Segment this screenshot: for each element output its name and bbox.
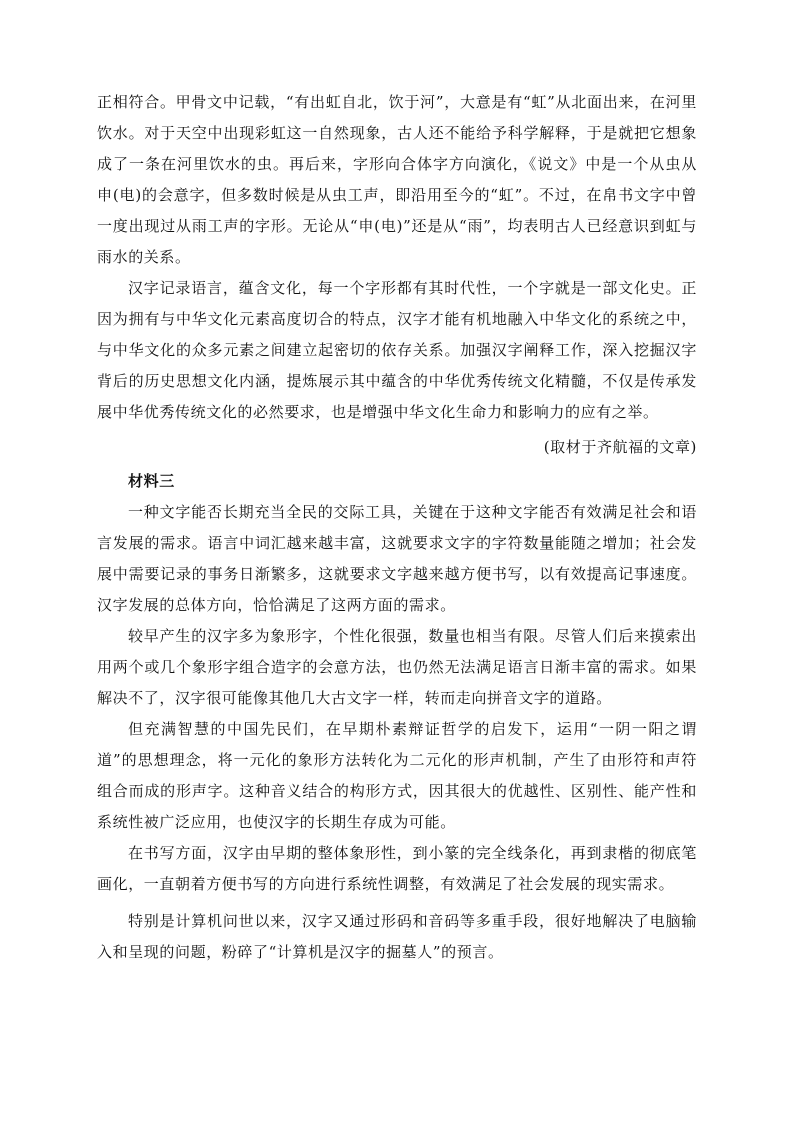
paragraph-hanzi-culture: 汉字记录语言，蕴含文化，每一个字形都有其时代性，一个字就是一部文化史。正因为拥有与中华文化元素高度切合的特点，汉字才能有机地融入中华文化的系统之中，与中华文化的众多元素之间建立起密切的依存关系。加强汉字阐释工作，深入挖掘汉字背后的历史思想文化内涵，提炼展示其中蕴含的中华优秀传统文化精髓，不仅是传承发展中华优秀传统文化的必然要求，也是增强中华文化生命力和影响力的应有之举。: [97, 279, 697, 421]
paragraph-communication-tool: 一种文字能否长期充当全民的交际工具，关键在于这种文字能否有效满足社会和语言发展的需求。语言中词汇越来越丰富，这就要求文字的字符数量能随之增加；社会发展中需要记录的事务日渐繁多，这就要求文字越来越方便书写，以有效提高记事速度。汉字发展的总体方向，恰恰满足了这两方面的需求。: [97, 503, 697, 614]
document-page: [97, 87, 697, 968]
source-note: (取材于齐航福的文章): [543, 438, 697, 456]
paragraph-writing-evolution: 在书写方面，汉字由早期的整体象形性，到小篆的完全线条化，再到隶楷的彻底笔画化，一直朝着方便书写的方向进行系统性调整，有效满足了社会发展的现实需求。: [97, 844, 697, 893]
paragraph-pictographs: 较早产生的汉字多为象形字，个性化很强，数量也相当有限。尽管人们后来摸索出用两个或几个象形字组合造字的会意方法，也仍然无法满足语言日渐丰富的需求。如果解决不了，汉字很可能像其他几大古文字一样，转而走向拼音文字的道路。: [97, 627, 697, 707]
paragraph-computer-era: 特别是计算机问世以来，汉字又通过形码和音码等多重手段，很好地解决了电脑输入和呈现的问题，粉碎了“计算机是汉字的掘墓人”的预言。: [97, 912, 697, 961]
paragraph-hong-character: 正相符合。甲骨文中记载，“有出虹自北，饮于河”，大意是有“虹”从北面出来，在河里饮水。对于天空中出现彩虹这一自然现象，古人还不能给予科学解释，于是就把它想象成了一条在河里饮水的虫。再后来，字形向合体字方向演化，《说文》中是一个从虫从申(电)的会意字，但多数时候是从虫工声，即沿用至今的“虹”。不过，在帛书文字中曾一度出现过从雨工声的字形。无论从“申(电)”还是从“雨”，均表明古人已经意识到虹与雨水的关系。: [97, 93, 697, 266]
section-heading: 材料三: [128, 472, 175, 490]
paragraph-phono-semantic: 但充满智慧的中国先民们，在早期朴素辩证哲学的启发下，运用“一阴一阳之谓道”的思想理念，将一元化的象形方法转化为二元化的形声机制，产生了由形符和声符组合而成的形声字。这种音义结合的构形方式，因其很大的优越性、区别性、能产性和系统性被广泛应用，也使汉字的长期生存成为可能。: [97, 720, 697, 831]
